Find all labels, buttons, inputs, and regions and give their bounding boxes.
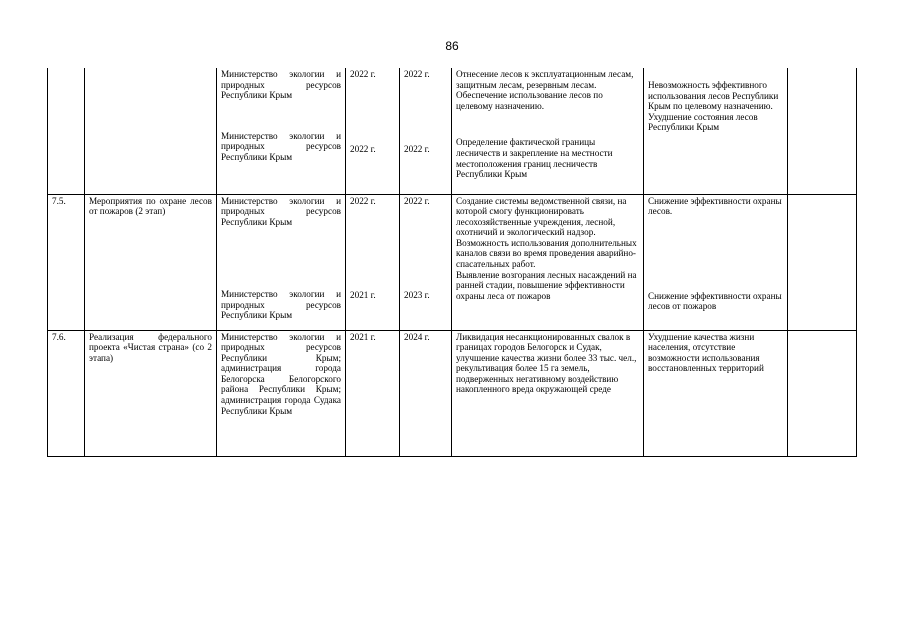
result-cell: Отнесение лесов к эксплуатационным лесам, защитным лесам, резервным лесам. Обеспечение использование лесов по целевому назначению. Определение фактической границы лесничеств и закрепление на местности местоположения границ лесничеств Республики Крым <box>452 68 644 194</box>
row-number-cell: 7.6. <box>48 330 85 456</box>
row-number-cell <box>48 68 85 194</box>
end-date-cell: 2022 г. 2023 г. <box>400 194 452 330</box>
end-date-cell: 2024 г. <box>400 330 452 456</box>
note-cell <box>788 68 857 194</box>
start-date-cell: 2022 г. 2021 г. <box>346 194 400 330</box>
page-number: 86 <box>445 39 459 53</box>
measure-name-cell: Реализация федерального проекта «Чистая страна» (со 2 этапа) <box>85 330 217 456</box>
executor-cell: Министерство экологии и природных ресурсов Республики Крым Министерство экологии и природных ресурсов Республики Крым <box>217 194 346 330</box>
result-cell: Ликвидация несанкционированных свалок в границах городов Белогорск и Судак, улучшение качества жизни более 33 тыс. чел., рекультивация более 15 га земель, подверженных негативному воздействию накопленного вреда окружающей среде <box>452 330 644 456</box>
consequence-cell: Ухудшение качества жизни населения, отсутствие возможности использования восстановленных территорий <box>644 330 788 456</box>
table-row <box>48 68 857 194</box>
note-cell <box>788 194 857 330</box>
executor-cell: Министерство экологии и природных ресурсов Республики Крым Министерство экологии и природных ресурсов Республики Крым <box>217 68 346 194</box>
end-date-cell: 2022 г. 2022 г. <box>400 68 452 194</box>
measure-name-cell: Мероприятия по охране лесов от пожаров (2 этап) <box>85 194 217 330</box>
start-date-cell: 2021 г. <box>346 330 400 456</box>
measure-name-cell <box>85 68 217 194</box>
table-row <box>48 330 857 456</box>
consequence-cell: Невозможность эффективного использования лесов Республики Крым по целевому назначению. Ухудшение состояния лесов Республики Крым <box>644 68 788 194</box>
start-date-cell: 2022 г. 2022 г. <box>346 68 400 194</box>
row-number-cell: 7.5. <box>48 194 85 330</box>
result-cell: Создание системы ведомственной связи, на которой смогу функционировать лесохозяйственные учреждения, лесной, охотничий и экологический надзор. Возможность использования дополнительных каналов связи во время проведения аварийно-спасательных работ. Выявление возгорания лесных насаждений на ранней стадии, повышение эффективности охраны леса от пожаров <box>452 194 644 330</box>
table-row <box>48 194 857 330</box>
measures-table <box>47 68 857 457</box>
executor-cell: Министерство экологии и природных ресурсов Республики Крым; администрация города Белогорска Белогорского района Республики Крым; администрация города Судака Республики Крым <box>217 330 346 456</box>
consequence-cell: Снижение эффективности охраны лесов. Снижение эффективности охраны лесов от пожаров <box>644 194 788 330</box>
note-cell <box>788 330 857 456</box>
